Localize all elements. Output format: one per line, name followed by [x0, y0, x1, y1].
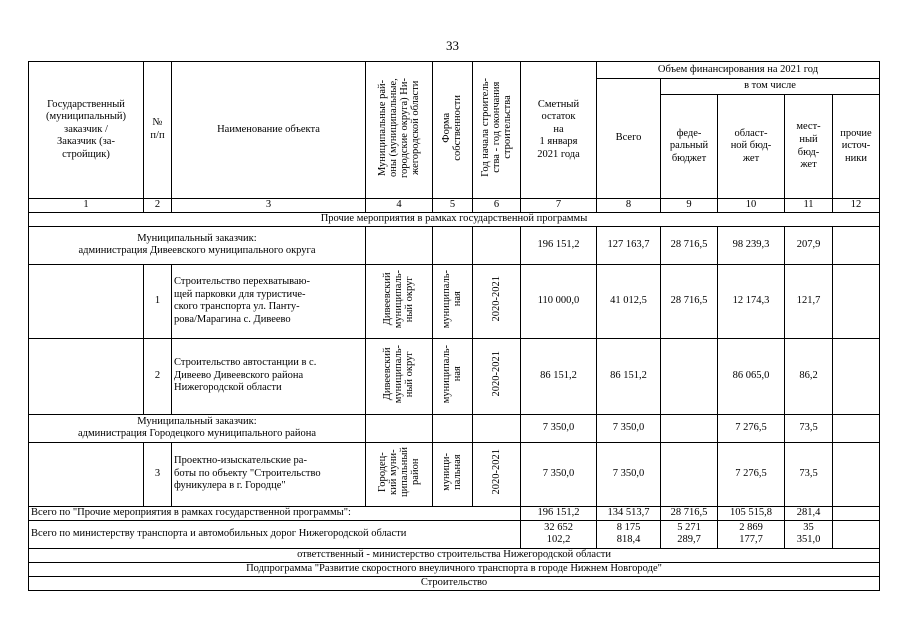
- totals-row: [29, 506, 880, 520]
- cell-total: 41 012,5: [597, 264, 661, 338]
- header-other: прочие источ- ники: [833, 95, 880, 199]
- cell-remainder: 196 151,2: [521, 226, 597, 264]
- financing-table: [28, 61, 880, 591]
- cell-federal: [661, 338, 718, 414]
- cell-regional: 2 869 177,7: [718, 520, 785, 548]
- category-label: Строительство: [29, 576, 880, 590]
- cell-local: 281,4: [785, 506, 833, 520]
- column-number: 9: [661, 199, 718, 213]
- cell-num: 2: [144, 338, 172, 414]
- page-number: 33: [446, 38, 459, 53]
- cell-years: 2020-2021: [473, 264, 521, 338]
- customer-group-name: Муниципальный заказчик: администрация Городецкого муниципального района: [29, 414, 366, 442]
- responsible-label: ответственный - министерство строительства Нижегородской области: [29, 548, 880, 562]
- cell-other: [833, 338, 880, 414]
- table-row: [29, 338, 880, 414]
- header-financing-volume: Объем финансирования на 2021 год: [597, 62, 880, 79]
- cell-total: 134 513,7: [597, 506, 661, 520]
- cell-local: 35 351,0: [785, 520, 833, 548]
- cell-remainder: 110 000,0: [521, 264, 597, 338]
- cell-regional: 86 065,0: [718, 338, 785, 414]
- cell-years: 2020-2021: [473, 338, 521, 414]
- cell-regional: 7 276,5: [718, 442, 785, 506]
- column-number: 10: [718, 199, 785, 213]
- cell-regional: 105 515,8: [718, 506, 785, 520]
- header-regional: област- ной бюд- жет: [718, 95, 785, 199]
- cell-federal: 28 716,5: [661, 506, 718, 520]
- cell-regional: 98 239,3: [718, 226, 785, 264]
- cell-federal: [661, 414, 718, 442]
- column-number: 12: [833, 199, 880, 213]
- cell-object-name: Проектно-изыскательские ра- боты по объекту "Строительство фуникулера в г. Городце": [172, 442, 366, 506]
- header-including: в том числе: [661, 79, 880, 95]
- column-number: 11: [785, 199, 833, 213]
- header-total: Всего: [597, 79, 661, 199]
- cell-total: 86 151,2: [597, 338, 661, 414]
- cell-federal: [661, 442, 718, 506]
- column-number: 7: [521, 199, 597, 213]
- subprogram-row: [29, 562, 880, 576]
- cell-district: Городец- кий муни- ципальный район: [366, 442, 433, 506]
- cell-regional: 12 174,3: [718, 264, 785, 338]
- header-years: Год начала строитель- ства - год окончания строительства: [473, 62, 521, 199]
- header-object-name: Наименование объекта: [172, 62, 366, 199]
- section-title: Прочие мероприятия в рамках государственной программы: [29, 212, 880, 226]
- cell-other: [833, 414, 880, 442]
- column-number: 3: [172, 199, 366, 213]
- cell-remainder: 196 151,2: [521, 506, 597, 520]
- cell-regional: 7 276,5: [718, 414, 785, 442]
- subprogram-label: Подпрограмма "Развитие скоростного внеуличного транспорта в городе Нижнем Новгороде": [29, 562, 880, 576]
- cell-other: [833, 506, 880, 520]
- table-row: [29, 442, 880, 506]
- responsible-row: [29, 548, 880, 562]
- cell-other: [833, 264, 880, 338]
- totals-row: [29, 520, 880, 548]
- cell-object-name: Строительство автостанции в с. Дивеево Дивеевского района Нижегородской области: [172, 338, 366, 414]
- totals-label: Всего по "Прочие мероприятия в рамках государственной программы":: [29, 506, 521, 520]
- column-number: 6: [473, 199, 521, 213]
- customer-group-name: Муниципальный заказчик: администрация Дивеевского муниципального округа: [29, 226, 366, 264]
- column-number: 8: [597, 199, 661, 213]
- cell-federal: 28 716,5: [661, 264, 718, 338]
- column-number: 4: [366, 199, 433, 213]
- cell-local: 121,7: [785, 264, 833, 338]
- cell-other: [833, 226, 880, 264]
- cell-object-name: Строительство перехватываю- щей парковки для туристиче- ского транспорта ул. Панту- рова/Марагина с. Дивеево: [172, 264, 366, 338]
- column-number: 5: [433, 199, 473, 213]
- header-ownership: Форма собственности: [433, 62, 473, 199]
- section-title-row: [29, 212, 880, 226]
- cell-num: 3: [144, 442, 172, 506]
- cell-total: 7 350,0: [597, 414, 661, 442]
- customer-group-row: [29, 414, 880, 442]
- column-number: 1: [29, 199, 144, 213]
- cell-federal: 28 716,5: [661, 226, 718, 264]
- cell-federal: 5 271 289,7: [661, 520, 718, 548]
- cell-total: 7 350,0: [597, 442, 661, 506]
- cell-district: Дивеевский муниципаль- ный округ: [366, 264, 433, 338]
- customer-group-row: [29, 226, 880, 264]
- header-estimate-remainder: Сметный остаток на 1 января 2021 года: [521, 62, 597, 199]
- cell-remainder: 86 151,2: [521, 338, 597, 414]
- cell-years: 2020-2021: [473, 442, 521, 506]
- header-num: № п/п: [144, 62, 172, 199]
- cell-local: 207,9: [785, 226, 833, 264]
- header-districts: Муниципальные рай- оны (муниципальные, городские округа) Ни- жегородской области: [366, 62, 433, 199]
- cell-remainder: 7 350,0: [521, 442, 597, 506]
- cell-ownership: муници- пальная: [433, 442, 473, 506]
- cell-other: [833, 442, 880, 506]
- header-local: мест- ный бюд- жет: [785, 95, 833, 199]
- cell-ownership: муниципаль- ная: [433, 264, 473, 338]
- header-row-1: [29, 62, 880, 79]
- cell-remainder: 32 652 102,2: [521, 520, 597, 548]
- cell-district: Дивеевский муниципаль- ный округ: [366, 338, 433, 414]
- cell-ownership: муниципаль- ная: [433, 338, 473, 414]
- category-row: [29, 576, 880, 590]
- column-number: 2: [144, 199, 172, 213]
- cell-other: [833, 520, 880, 548]
- cell-local: 73,5: [785, 414, 833, 442]
- cell-total: 127 163,7: [597, 226, 661, 264]
- cell-local: 73,5: [785, 442, 833, 506]
- header-federal: феде- ральный бюджет: [661, 95, 718, 199]
- column-numbers-row: [29, 199, 880, 213]
- header-customer: Государственный (муниципальный) заказчик / Заказчик (за- стройщик): [29, 62, 144, 199]
- cell-total: 8 175 818,4: [597, 520, 661, 548]
- cell-num: 1: [144, 264, 172, 338]
- cell-local: 86,2: [785, 338, 833, 414]
- table-row: [29, 264, 880, 338]
- cell-remainder: 7 350,0: [521, 414, 597, 442]
- totals-label: Всего по министерству транспорта и автомобильных дорог Нижегородской области: [29, 520, 521, 548]
